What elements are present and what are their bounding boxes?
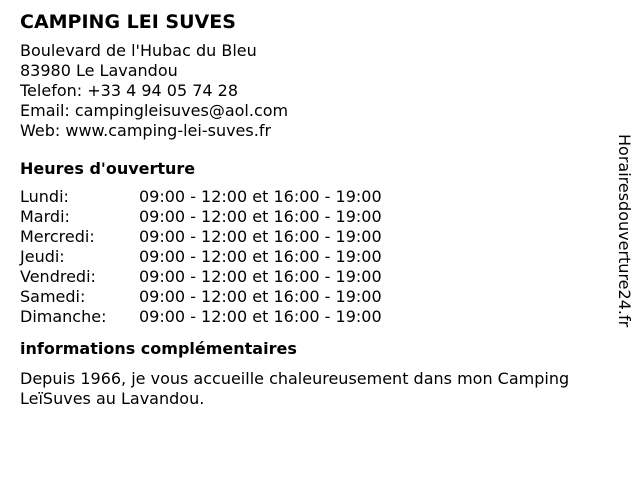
contact-block [20,41,620,141]
time-value: 09:00 - 12:00 et 16:00 - 19:00 [139,227,382,246]
hours-table [20,187,620,327]
day-label: Jeudi: [20,247,65,266]
email-line: Email: campingleisuves@aol.com [20,101,289,120]
business-name: CAMPING LEI SUVES [20,11,236,33]
hours-row-sunday [20,307,620,327]
day-label: Dimanche: [20,307,107,326]
info-heading: informations complémentaires [20,339,297,358]
hours-row-saturday [20,287,620,307]
day-label: Vendredi: [20,267,96,286]
site-watermark: Horairesdouverture24.fr [615,134,634,328]
info-text: Depuis 1966, je vous accueille chaleureusement dans mon Camping LeïSuves au Lavandou. [20,369,570,408]
hours-row-thursday [20,247,620,267]
day-label: Mardi: [20,207,70,226]
time-value: 09:00 - 12:00 et 16:00 - 19:00 [139,187,382,206]
hours-row-monday [20,187,620,207]
time-value: 09:00 - 12:00 et 16:00 - 19:00 [139,267,382,286]
day-label: Mercredi: [20,227,95,246]
hours-row-wednesday [20,227,620,247]
business-card [20,10,620,409]
hours-row-friday [20,267,620,287]
web-line: Web: www.camping-lei-suves.fr [20,121,272,140]
time-value: 09:00 - 12:00 et 16:00 - 19:00 [139,247,382,266]
address-street: Boulevard de l'Hubac du Bleu [20,41,257,60]
hours-heading: Heures d'ouverture [20,159,196,178]
time-value: 09:00 - 12:00 et 16:00 - 19:00 [139,287,382,306]
day-label: Samedi: [20,287,86,306]
day-label: Lundi: [20,187,69,206]
time-value: 09:00 - 12:00 et 16:00 - 19:00 [139,207,382,226]
address-city: 83980 Le Lavandou [20,61,178,80]
time-value: 09:00 - 12:00 et 16:00 - 19:00 [139,307,382,326]
phone-line: Telefon: +33 4 94 05 74 28 [20,81,239,100]
hours-row-tuesday [20,207,620,227]
